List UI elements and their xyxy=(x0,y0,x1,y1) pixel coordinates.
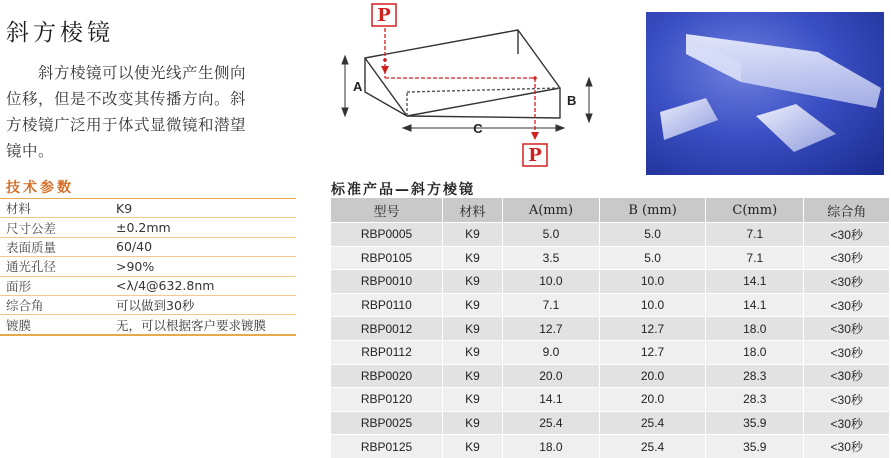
table-cell: 18.0 xyxy=(706,316,804,340)
label-c: C xyxy=(473,121,483,136)
table-cell: 12.7 xyxy=(600,316,706,340)
table-cell: K9 xyxy=(443,293,503,317)
spec-key: 面形 xyxy=(0,276,110,295)
beam-dot-1 xyxy=(383,58,387,62)
table-cell: K9 xyxy=(443,269,503,293)
table-cell: K9 xyxy=(443,222,503,246)
spec-value: K9 xyxy=(110,199,296,218)
dim-b-arrow-bottom xyxy=(586,114,592,122)
small-prism-right xyxy=(756,104,836,152)
table-cell: 7.1 xyxy=(706,222,804,246)
table-cell: 12.7 xyxy=(503,316,600,340)
table-cell: 20.0 xyxy=(503,364,600,388)
table-cell: 20.0 xyxy=(600,387,706,411)
table-cell: <30秒 xyxy=(804,364,889,388)
table-cell: 18.0 xyxy=(706,340,804,364)
table-cell: RBP0020 xyxy=(331,364,443,388)
table-row xyxy=(331,434,889,458)
spec-key: 尺寸公差 xyxy=(0,218,110,237)
spec-value: 60/40 xyxy=(110,237,296,256)
large-prism xyxy=(686,34,881,108)
table-cell: 14.1 xyxy=(706,293,804,317)
dim-a-arrow-top xyxy=(342,56,348,64)
table-cell: K9 xyxy=(443,340,503,364)
table-cell: 7.1 xyxy=(503,293,600,317)
spec-key: 镀膜 xyxy=(0,315,110,335)
table-cell: <30秒 xyxy=(804,222,889,246)
dim-b-arrow-top xyxy=(586,78,592,86)
spec-key: 表面质量 xyxy=(0,237,110,256)
specs-table xyxy=(0,198,296,336)
spec-row xyxy=(0,237,296,256)
table-cell: 18.0 xyxy=(503,434,600,458)
table-cell: RBP0125 xyxy=(331,434,443,458)
column-header: 材料 xyxy=(443,198,503,222)
spec-value: 无，可以根据客户要求镀膜 xyxy=(110,315,296,335)
description: 斜方棱镜可以使光线产生侧向位移，但是不改变其传播方向。斜方棱镜广泛用于体式显微镜和潜望镜中。 xyxy=(6,64,247,160)
table-cell: RBP0112 xyxy=(331,340,443,364)
table-row xyxy=(331,222,889,246)
table-cell: 10.0 xyxy=(600,269,706,293)
table-row xyxy=(331,364,889,388)
spec-key: 通光孔径 xyxy=(0,257,110,276)
table-row xyxy=(331,246,889,270)
table-cell: 10.0 xyxy=(503,269,600,293)
specs-title: 技术参数 xyxy=(6,180,74,196)
table-cell: RBP0120 xyxy=(331,387,443,411)
spec-key: 综合角 xyxy=(0,295,110,314)
spec-row xyxy=(0,199,296,218)
column-header: C(mm) xyxy=(706,198,804,222)
table-cell: 9.0 xyxy=(503,340,600,364)
small-prism-left xyxy=(660,98,718,140)
table-cell: RBP0025 xyxy=(331,411,443,435)
table-cell: 5.0 xyxy=(600,222,706,246)
table-cell: <30秒 xyxy=(804,411,889,435)
beam-dot-2 xyxy=(533,76,537,80)
spec-value: ±0.2mm xyxy=(110,218,296,237)
table-cell: 5.0 xyxy=(600,246,706,270)
table-cell: 25.4 xyxy=(503,411,600,435)
table-cell: K9 xyxy=(443,316,503,340)
table-cell: 28.3 xyxy=(706,364,804,388)
spec-row xyxy=(0,257,296,276)
table-cell: 3.5 xyxy=(503,246,600,270)
table-cell: K9 xyxy=(443,364,503,388)
table-row xyxy=(331,269,889,293)
table-cell: RBP0105 xyxy=(331,246,443,270)
beam-arrow-in xyxy=(381,66,389,74)
table-cell: 25.4 xyxy=(600,411,706,435)
table-cell: <30秒 xyxy=(804,246,889,270)
table-cell: <30秒 xyxy=(804,293,889,317)
spec-row xyxy=(0,295,296,314)
table-cell: <30秒 xyxy=(804,340,889,364)
prism-front-face xyxy=(365,30,560,116)
column-header: B (mm) xyxy=(600,198,706,222)
table-cell: 7.1 xyxy=(706,246,804,270)
prism-diagram xyxy=(335,0,635,178)
column-header: 型号 xyxy=(331,198,443,222)
spec-value: <λ/4@632.8nm xyxy=(110,276,296,295)
table-cell: <30秒 xyxy=(804,316,889,340)
table-cell: K9 xyxy=(443,246,503,270)
products-table xyxy=(331,198,889,458)
table-cell: 5.0 xyxy=(503,222,600,246)
table-cell: RBP0110 xyxy=(331,293,443,317)
spec-key: 材料 xyxy=(0,199,110,218)
label-b: B xyxy=(567,93,577,108)
prism-photo xyxy=(646,12,884,175)
dim-c-arrow-right xyxy=(556,125,564,131)
table-cell: K9 xyxy=(443,434,503,458)
prism-hidden-edge-2 xyxy=(407,88,560,92)
table-row xyxy=(331,411,889,435)
spec-row xyxy=(0,218,296,237)
column-header: A(mm) xyxy=(503,198,600,222)
table-cell: RBP0010 xyxy=(331,269,443,293)
spec-row xyxy=(0,315,296,335)
p-label-top: P xyxy=(377,5,391,26)
table-cell: 12.7 xyxy=(600,340,706,364)
table-cell: K9 xyxy=(443,411,503,435)
column-header: 综合角 xyxy=(804,198,889,222)
table-cell: 35.9 xyxy=(706,411,804,435)
page-title: 斜方棱镜 xyxy=(6,20,114,46)
spec-value: >90% xyxy=(110,257,296,276)
table-cell: 20.0 xyxy=(600,364,706,388)
table-cell: 14.1 xyxy=(503,387,600,411)
table-cell: 14.1 xyxy=(706,269,804,293)
label-a: A xyxy=(353,79,363,94)
table-cell: 10.0 xyxy=(600,293,706,317)
table-cell: K9 xyxy=(443,387,503,411)
table-row xyxy=(331,340,889,364)
table-cell: RBP0012 xyxy=(331,316,443,340)
table-cell: 35.9 xyxy=(706,434,804,458)
table-cell: <30秒 xyxy=(804,387,889,411)
table-cell: RBP0005 xyxy=(331,222,443,246)
table-cell: <30秒 xyxy=(804,269,889,293)
beam-arrow-out xyxy=(531,132,539,140)
table-cell: <30秒 xyxy=(804,434,889,458)
dim-c-arrow-left xyxy=(403,125,411,131)
dim-a-arrow-bottom xyxy=(342,108,348,116)
table-cell: 28.3 xyxy=(706,387,804,411)
table-row xyxy=(331,293,889,317)
table-cell: 25.4 xyxy=(600,434,706,458)
spec-row xyxy=(0,276,296,295)
spec-value: 可以做到30秒 xyxy=(110,295,296,314)
p-label-bottom: P xyxy=(528,145,542,166)
products-title: 标准产品—斜方棱镜 xyxy=(331,182,475,198)
table-row xyxy=(331,387,889,411)
table-row xyxy=(331,316,889,340)
